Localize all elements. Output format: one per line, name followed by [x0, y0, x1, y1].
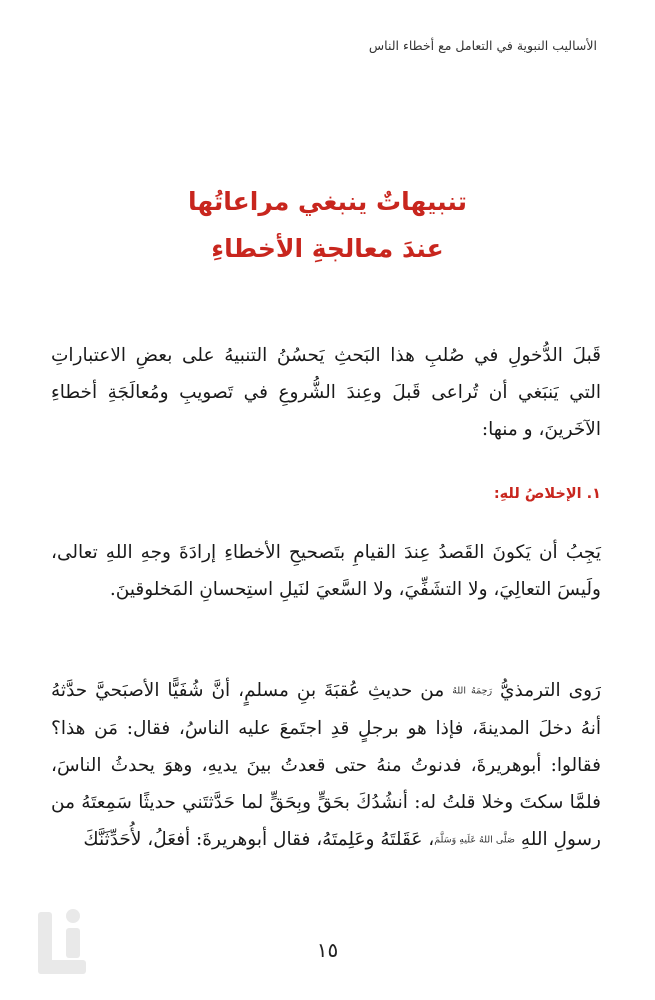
section-heading-ikhlas: ١. الإخلاصُ للهِ: [493, 486, 601, 502]
publisher-logo-watermark-icon [30, 902, 94, 982]
hadith-text-part-2: من حديثِ عُقبَةَ بنِ مسلمٍ، أنَّ شُفَيًّا الأصبَحيَّ حدَّثهُ أنهُ دخلَ المدينةَ، فإذا هو برجلٍ قدِ اجتَمعَ عليه الناسُ، فقال: مَن هذا؟ فقالوا: أبوهريرةَ، فدنوتُ منهُ حتى قعدتُ بينَ يديهِ، وهوَ يحدثُ الناسَ، فلمَّا سكتَ وخلا قلتُ له: أنشُدُكَ بحَقٍّ وبِحَقٍّ لما حَدَّثتَني حديثًا سَمِعتَهُ من رسولِ اللهِ [51, 680, 601, 850]
intro-paragraph: قَبلَ الدُّخولِ في صُلبِ هذا البَحثِ يَحسُنُ التنبيهُ على بعضِ الاعتباراتِ التي يَنبَغي أن تُراعى قَبلَ وعِندَ الشُّروعِ في تَصويبِ ومُعالَجَةِ أخطاءِ الآخَرينَ، و منها: [51, 345, 601, 440]
chapter-title [0, 178, 655, 272]
running-header: الأساليب النبوية في التعامل مع أخطاء الناس [368, 38, 597, 53]
ikhlas-paragraph: يَجِبُ أن يَكونَ القَصدُ عِندَ القيامِ بتَصحيحِ الأخطاءِ إرادَةَ وجهِ اللهِ تعالى، ولَيسَ التعالِيَ، ولا التشَفِّيَ، ولا السَّعيَ لنَيلِ استِحسانِ المَخلوقينَ. [51, 542, 601, 600]
honorific-salawat: صَلَّى اللهُ عَلَيهِ وَسَلَّمَ [434, 834, 515, 845]
hadith-text-part-3: ، عَقَلتَهُ وعَلِمتَهُ، فقال أبوهريرةَ: أفعَلُ، لأُحَدِّثَنَّكَ [83, 828, 435, 850]
hadith-paragraph [51, 672, 601, 858]
page-number: ١٥ [316, 938, 339, 962]
chapter-title-line-2: عندَ معالجةِ الأخطاءِ [211, 234, 444, 263]
honorific-rahimahullah: رَحِمَهُ اللهُ [452, 685, 493, 697]
hadith-text-part-1: رَوى الترمذيُّ [500, 680, 601, 701]
chapter-title-line-1: تنبيهاتٌ ينبغي مراعاتُها [188, 187, 467, 216]
